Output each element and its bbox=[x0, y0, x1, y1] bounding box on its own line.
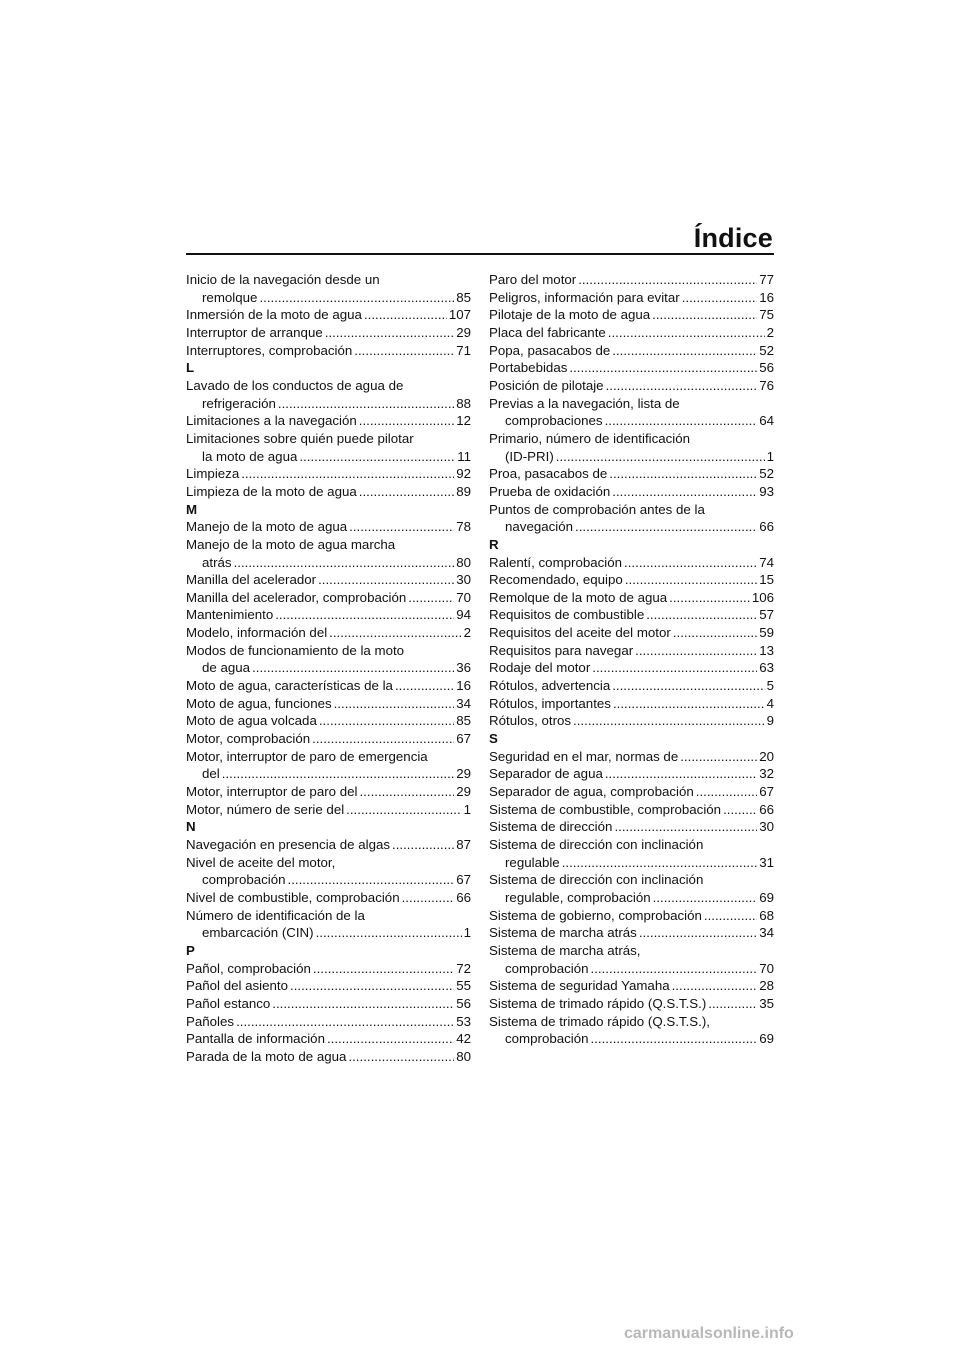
index-entry-label: Navegación en presencia de algas bbox=[186, 837, 391, 852]
index-entry-page: 20 bbox=[759, 748, 774, 764]
index-entry-page: 36 bbox=[456, 660, 471, 676]
index-entry-page: 52 bbox=[759, 342, 774, 358]
index-entry-label: Inicio de la navegación desde un bbox=[186, 272, 380, 287]
index-entry-page: 107 bbox=[448, 307, 471, 323]
index-entry-label: embarcación (CIN) bbox=[202, 925, 314, 941]
index-entry bbox=[186, 624, 471, 642]
dot-leader bbox=[312, 730, 454, 748]
index-entry bbox=[489, 977, 774, 995]
dot-leader bbox=[708, 995, 757, 1013]
index-entry bbox=[489, 1013, 774, 1048]
dot-leader bbox=[234, 554, 455, 572]
index-entry bbox=[186, 412, 471, 430]
index-entry bbox=[186, 324, 471, 342]
index-entry bbox=[489, 677, 774, 695]
dot-leader bbox=[313, 960, 454, 978]
dot-leader bbox=[672, 977, 758, 995]
index-entry-page: 52 bbox=[759, 466, 774, 482]
dot-leader bbox=[723, 801, 757, 819]
dot-leader bbox=[635, 642, 757, 660]
index-entry bbox=[186, 730, 471, 748]
index-entry-label: Nivel de aceite del motor, bbox=[186, 854, 336, 870]
index-entry-label: Mantenimiento bbox=[186, 607, 274, 623]
index-entry bbox=[489, 289, 774, 307]
index-entry-page: 30 bbox=[759, 819, 774, 835]
dot-leader bbox=[680, 748, 757, 766]
index-entry-page: 2 bbox=[766, 324, 774, 340]
index-entry bbox=[489, 306, 774, 324]
index-entry-page: 56 bbox=[456, 995, 471, 1011]
index-section-letter: S bbox=[489, 731, 498, 747]
dot-leader bbox=[325, 324, 454, 342]
index-entry bbox=[186, 712, 471, 730]
index-entry bbox=[489, 942, 774, 977]
index-entry-page: 55 bbox=[456, 978, 471, 994]
dot-leader bbox=[359, 412, 454, 430]
index-section-letter: P bbox=[186, 942, 195, 958]
index-entry-label: Sistema de dirección con inclinación bbox=[489, 837, 704, 852]
index-entry bbox=[489, 712, 774, 730]
dot-leader bbox=[625, 571, 757, 589]
index-entry-label: Número de identificación de la bbox=[186, 907, 365, 923]
dot-leader bbox=[562, 854, 757, 872]
index-entry-label: Posición de pilotaje bbox=[489, 377, 604, 393]
index-entry bbox=[186, 836, 471, 854]
index-section-letter: R bbox=[489, 536, 499, 552]
dot-leader bbox=[556, 448, 765, 466]
index-entry bbox=[186, 801, 471, 819]
index-entry-label: Requisitos del aceite del motor bbox=[489, 625, 671, 641]
index-entry-page: 89 bbox=[456, 483, 471, 499]
dot-leader bbox=[652, 306, 757, 324]
index-entry-page: 66 bbox=[456, 889, 471, 905]
index-entry-label: Modos de funcionamiento de la moto bbox=[186, 642, 405, 658]
index-entry-label: Previas a la navegación, lista de bbox=[489, 395, 680, 411]
dot-leader bbox=[359, 483, 454, 501]
index-entry-label: Ralentí, comprobación bbox=[489, 554, 623, 570]
dot-leader bbox=[592, 659, 757, 677]
index-entry-label: Puntos de comprobación antes de la bbox=[489, 501, 705, 517]
index-entry bbox=[186, 1048, 471, 1066]
index-entry bbox=[186, 889, 471, 907]
index-entry bbox=[489, 359, 774, 377]
index-entry bbox=[489, 783, 774, 801]
index-entry-label: regulable bbox=[505, 854, 560, 870]
dot-leader bbox=[402, 889, 455, 907]
index-entry-label: Popa, pasacabos de bbox=[489, 342, 611, 358]
dot-leader bbox=[696, 783, 757, 801]
index-entry-label: Moto de agua, funciones bbox=[186, 695, 332, 711]
dot-leader bbox=[252, 659, 454, 677]
index-entry bbox=[186, 642, 471, 677]
index-entry bbox=[489, 571, 774, 589]
index-entry bbox=[489, 501, 774, 536]
index-entry-page: 5 bbox=[766, 678, 774, 694]
index-entry-label: regulable, comprobación bbox=[505, 889, 651, 905]
dot-leader bbox=[608, 324, 765, 342]
index-entry-page: 16 bbox=[759, 289, 774, 305]
index-entry bbox=[489, 695, 774, 713]
index-entry-label: Pilotaje de la moto de agua bbox=[489, 307, 651, 323]
index-entry-page: 13 bbox=[759, 642, 774, 658]
index-entry-page: 29 bbox=[456, 766, 471, 782]
index-entry-label: Separador de agua bbox=[489, 766, 603, 782]
index-entry-label: del bbox=[202, 766, 220, 782]
index-entry bbox=[489, 465, 774, 483]
index-entry-label: Moto de agua, características de la bbox=[186, 678, 393, 694]
index-entry-label: Manejo de la moto de agua marcha bbox=[186, 536, 396, 552]
index-entry bbox=[489, 818, 774, 836]
dot-leader bbox=[569, 359, 757, 377]
index-entry-page: 16 bbox=[456, 678, 471, 694]
index-entry bbox=[489, 483, 774, 501]
index-entry-label: Inmersión de la moto de agua bbox=[186, 307, 362, 323]
index-entry-page: 32 bbox=[759, 766, 774, 782]
index-entry-label: atrás bbox=[202, 554, 232, 570]
dot-leader bbox=[682, 289, 758, 307]
index-entry-label: Moto de agua volcada bbox=[186, 713, 317, 729]
dot-leader bbox=[613, 695, 765, 713]
dot-leader bbox=[573, 712, 765, 730]
dot-leader bbox=[222, 765, 454, 783]
index-entry bbox=[489, 836, 774, 871]
index-entry bbox=[186, 430, 471, 465]
index-entry-label: Prueba de oxidación bbox=[489, 483, 611, 499]
index-entry bbox=[489, 554, 774, 572]
index-entry bbox=[489, 907, 774, 925]
index-entry-page: 72 bbox=[456, 960, 471, 976]
index-entry bbox=[186, 377, 471, 412]
index-entry-label: Recomendado, equipo bbox=[489, 572, 623, 588]
index-entry-label: Lavado de los conductos de agua de bbox=[186, 377, 404, 393]
index-entry bbox=[489, 995, 774, 1013]
index-entry-label: Sistema de dirección con inclinación bbox=[489, 872, 704, 888]
index-entry-page: 69 bbox=[759, 889, 774, 905]
dot-leader bbox=[612, 342, 757, 360]
index-entry-label: Limpieza de la moto de agua bbox=[186, 483, 357, 499]
dot-leader bbox=[612, 483, 757, 501]
index-entry-label: Manejo de la moto de agua bbox=[186, 519, 348, 535]
index-entry-label: comprobación bbox=[505, 960, 589, 976]
index-entry-page: 71 bbox=[456, 342, 471, 358]
index-entry bbox=[186, 589, 471, 607]
dot-leader bbox=[299, 448, 455, 466]
dot-leader bbox=[349, 518, 454, 536]
index-entry-page: 67 bbox=[456, 731, 471, 747]
index-entry-page: 1 bbox=[463, 801, 471, 817]
index-entry-label: refrigeración bbox=[202, 395, 276, 411]
dot-leader bbox=[236, 1013, 454, 1031]
index-entry bbox=[186, 783, 471, 801]
index-entry-label: Parada de la moto de agua bbox=[186, 1048, 347, 1064]
dot-leader bbox=[606, 377, 758, 395]
index-entry-label: Pantalla de información bbox=[186, 1031, 325, 1047]
index-entry-label: Limpieza bbox=[186, 466, 240, 482]
dot-leader bbox=[605, 412, 758, 430]
dot-leader bbox=[259, 289, 454, 307]
index-entry-page: 63 bbox=[759, 660, 774, 676]
index-entry-page: 66 bbox=[759, 801, 774, 817]
index-entry-label: Requisitos para navegar bbox=[489, 642, 634, 658]
index-entry-page: 34 bbox=[759, 925, 774, 941]
index-entry-page: 74 bbox=[759, 554, 774, 570]
index-entry bbox=[186, 606, 471, 624]
index-entry-page: 12 bbox=[456, 413, 471, 429]
index-entry-label: Manilla del acelerador, comprobación bbox=[186, 589, 407, 605]
index-entry-page: 29 bbox=[456, 784, 471, 800]
index-entry-page: 75 bbox=[759, 307, 774, 323]
dot-leader bbox=[673, 624, 757, 642]
index-entry-page: 9 bbox=[766, 713, 774, 729]
index-entry-label: Sistema de marcha atrás bbox=[489, 925, 637, 941]
dot-leader bbox=[653, 889, 758, 907]
index-entry bbox=[489, 748, 774, 766]
dot-leader bbox=[704, 907, 757, 925]
dot-leader bbox=[272, 995, 454, 1013]
index-entry-label: Pañol estanco bbox=[186, 995, 271, 1011]
index-entry-label: Peligros, información para evitar bbox=[489, 289, 680, 305]
dot-leader bbox=[591, 960, 758, 978]
index-entry-page: 70 bbox=[759, 960, 774, 976]
index-entry-page: 11 bbox=[457, 448, 471, 464]
page-title: Índice bbox=[693, 223, 773, 253]
index-entry-label: Modelo, información del bbox=[186, 625, 328, 641]
dot-leader bbox=[318, 571, 454, 589]
index-entry-label: Interruptor de arranque bbox=[186, 324, 323, 340]
index-entry bbox=[489, 395, 774, 430]
index-section-letter: M bbox=[186, 501, 198, 517]
index-entry-page: 70 bbox=[456, 589, 471, 605]
index-entry-page: 67 bbox=[456, 872, 471, 888]
index-entry-label: Rótulos, otros bbox=[489, 713, 572, 729]
index-entry bbox=[186, 536, 471, 571]
dot-leader bbox=[408, 589, 454, 607]
index-entry-label: comprobación bbox=[505, 1031, 589, 1047]
index-entry-label: Motor, comprobación bbox=[186, 731, 311, 747]
index-column-right bbox=[489, 271, 774, 1048]
dot-leader bbox=[575, 518, 757, 536]
index-entry-label: la moto de agua bbox=[202, 448, 298, 464]
index-entry bbox=[186, 1030, 471, 1048]
index-entry-page: 88 bbox=[456, 395, 471, 411]
dot-leader bbox=[364, 306, 447, 324]
index-entry-label: Sistema de trimado rápido (Q.S.T.S.) bbox=[489, 995, 707, 1011]
index-entry-label: Paro del motor bbox=[489, 272, 577, 287]
index-entry bbox=[186, 518, 471, 536]
dot-leader bbox=[346, 801, 461, 819]
dot-leader bbox=[392, 836, 454, 854]
index-entry-label: Pañol, comprobación bbox=[186, 960, 311, 976]
dot-leader bbox=[624, 554, 757, 572]
index-entry bbox=[489, 589, 774, 607]
index-entry bbox=[186, 1013, 471, 1031]
index-entry-label: Motor, interruptor de paro del bbox=[186, 784, 358, 800]
index-entry-label: Pañoles bbox=[186, 1013, 235, 1029]
dot-leader bbox=[348, 1048, 454, 1066]
index-entry-page: 1 bbox=[766, 448, 774, 464]
index-entry-page: 76 bbox=[759, 377, 774, 393]
index-entry-page: 28 bbox=[759, 978, 774, 994]
index-entry bbox=[186, 483, 471, 501]
index-entry-page: 1 bbox=[463, 925, 471, 941]
index-entry-page: 80 bbox=[456, 1048, 471, 1064]
index-entry bbox=[489, 871, 774, 906]
dot-leader bbox=[354, 342, 454, 360]
dot-leader bbox=[288, 871, 455, 889]
index-entry-label: Placa del fabricante bbox=[489, 324, 606, 340]
title-divider bbox=[186, 253, 774, 255]
index-entry bbox=[489, 765, 774, 783]
index-entry-label: Rótulos, advertencia bbox=[489, 678, 611, 694]
index-entry bbox=[186, 907, 471, 942]
dot-leader bbox=[334, 695, 455, 713]
index-entry-label: Manilla del acelerador bbox=[186, 572, 317, 588]
index-entry-page: 85 bbox=[456, 289, 471, 305]
dot-leader bbox=[275, 606, 454, 624]
index-entry-label: Pañol del asiento bbox=[186, 978, 289, 994]
dot-leader bbox=[612, 677, 764, 695]
index-entry-label: Sistema de marcha atrás, bbox=[489, 942, 641, 958]
dot-leader bbox=[327, 1030, 454, 1048]
index-entry-page: 53 bbox=[456, 1013, 471, 1029]
index-entry bbox=[186, 465, 471, 483]
dot-leader bbox=[578, 271, 757, 289]
index-entry-label: Motor, interruptor de paro de emergencia bbox=[186, 748, 428, 764]
index-entry-page: 87 bbox=[456, 837, 471, 852]
index-entry-page: 106 bbox=[751, 589, 774, 605]
index-entry-page: 30 bbox=[456, 572, 471, 588]
index-entry-label: Proa, pasacabos de bbox=[489, 466, 608, 482]
dot-leader bbox=[278, 395, 454, 413]
index-entry-page: 68 bbox=[759, 907, 774, 923]
index-section-letter: L bbox=[186, 360, 195, 376]
index-entry-label: Requisitos de combustible bbox=[489, 607, 645, 623]
index-entry-page: 64 bbox=[759, 413, 774, 429]
index-entry bbox=[186, 977, 471, 995]
index-entry bbox=[489, 801, 774, 819]
index-entry-label: Limitaciones a la navegación bbox=[186, 413, 357, 429]
index-entry bbox=[186, 571, 471, 589]
index-entry-page: 59 bbox=[759, 625, 774, 641]
index-entry bbox=[489, 271, 774, 289]
index-entry-label: navegación bbox=[505, 519, 574, 535]
index-entry-page: 15 bbox=[759, 572, 774, 588]
index-entry bbox=[186, 960, 471, 978]
dot-leader bbox=[359, 783, 454, 801]
index-entry-label: Sistema de trimado rápido (Q.S.T.S.), bbox=[489, 1013, 710, 1029]
index-entry-page: 35 bbox=[759, 995, 774, 1011]
dot-leader bbox=[241, 465, 454, 483]
index-entry-page: 69 bbox=[759, 1031, 774, 1047]
index-entry bbox=[186, 342, 471, 360]
index-entry-label: comprobaciones bbox=[505, 413, 603, 429]
dot-leader bbox=[609, 465, 757, 483]
index-column-left bbox=[186, 271, 471, 1066]
index-entry-label: Remolque de la moto de agua bbox=[489, 589, 668, 605]
index-entry-page: 29 bbox=[456, 324, 471, 340]
index-entry-label: Primario, número de identificación bbox=[489, 430, 691, 446]
index-entry-page: 93 bbox=[759, 483, 774, 499]
index-entry bbox=[186, 854, 471, 889]
index-entry bbox=[489, 642, 774, 660]
index-entry-page: 66 bbox=[759, 519, 774, 535]
index-entry bbox=[489, 624, 774, 642]
index-entry-page: 78 bbox=[456, 519, 471, 535]
index-entry-page: 57 bbox=[759, 607, 774, 623]
index-entry-label: (ID-PRI) bbox=[505, 448, 554, 464]
index-entry-label: Rótulos, importantes bbox=[489, 695, 611, 711]
index-entry bbox=[489, 324, 774, 342]
index-entry bbox=[186, 695, 471, 713]
index-entry-label: Sistema de seguridad Yamaha bbox=[489, 978, 670, 994]
index-entry-page: 34 bbox=[456, 695, 471, 711]
index-entry bbox=[489, 606, 774, 624]
index-entry bbox=[489, 377, 774, 395]
index-entry bbox=[186, 306, 471, 324]
index-entry bbox=[489, 430, 774, 465]
index-entry bbox=[186, 271, 471, 306]
index-section-letter: N bbox=[186, 819, 196, 835]
index-entry-label: Sistema de combustible, comprobación bbox=[489, 801, 722, 817]
index-entry bbox=[489, 659, 774, 677]
dot-leader bbox=[316, 924, 462, 942]
index-entry bbox=[186, 995, 471, 1013]
index-entry-label: Sistema de gobierno, comprobación bbox=[489, 907, 702, 923]
index-entry-page: 85 bbox=[456, 713, 471, 729]
dot-leader bbox=[319, 712, 454, 730]
dot-leader bbox=[329, 624, 461, 642]
dot-leader bbox=[614, 818, 757, 836]
index-entry-label: Rodaje del motor bbox=[489, 660, 591, 676]
index-entry-label: Portabebidas bbox=[489, 360, 568, 376]
index-entry-page: 31 bbox=[759, 854, 774, 870]
index-entry-label: Seguridad en el mar, normas de bbox=[489, 748, 679, 764]
index-entry bbox=[186, 677, 471, 695]
dot-leader bbox=[646, 606, 757, 624]
index-entry-label: comprobación bbox=[202, 872, 286, 888]
index-entry-page: 80 bbox=[456, 554, 471, 570]
index-entry-page: 42 bbox=[456, 1031, 471, 1047]
index-entry-page: 56 bbox=[759, 360, 774, 376]
index-entry-label: remolque bbox=[202, 289, 258, 305]
index-entry-label: de agua bbox=[202, 660, 251, 676]
dot-leader bbox=[395, 677, 454, 695]
index-entry-page: 67 bbox=[759, 784, 774, 800]
dot-leader bbox=[290, 977, 454, 995]
index-entry-page: 4 bbox=[766, 695, 774, 711]
index-entry-page: 92 bbox=[456, 466, 471, 482]
index-entry-label: Separador de agua, comprobación bbox=[489, 784, 694, 800]
dot-leader bbox=[669, 589, 750, 607]
index-entry-page: 77 bbox=[759, 272, 774, 287]
index-entry-page: 94 bbox=[456, 607, 471, 623]
index-entry-label: Sistema de dirección bbox=[489, 819, 613, 835]
index-entry bbox=[489, 924, 774, 942]
dot-leader bbox=[639, 924, 757, 942]
index-entry-label: Limitaciones sobre quién puede pilotar bbox=[186, 430, 414, 446]
index-entry-label: Nivel de combustible, comprobación bbox=[186, 889, 400, 905]
index-entry bbox=[489, 342, 774, 360]
index-entry-page: 2 bbox=[463, 625, 471, 641]
index-entry-label: Interruptores, comprobación bbox=[186, 342, 353, 358]
watermark: carmanualsonline.info bbox=[624, 1325, 794, 1342]
dot-leader bbox=[591, 1030, 758, 1048]
index-entry bbox=[186, 748, 471, 783]
dot-leader bbox=[605, 765, 757, 783]
index-entry-label: Motor, número de serie del bbox=[186, 801, 345, 817]
